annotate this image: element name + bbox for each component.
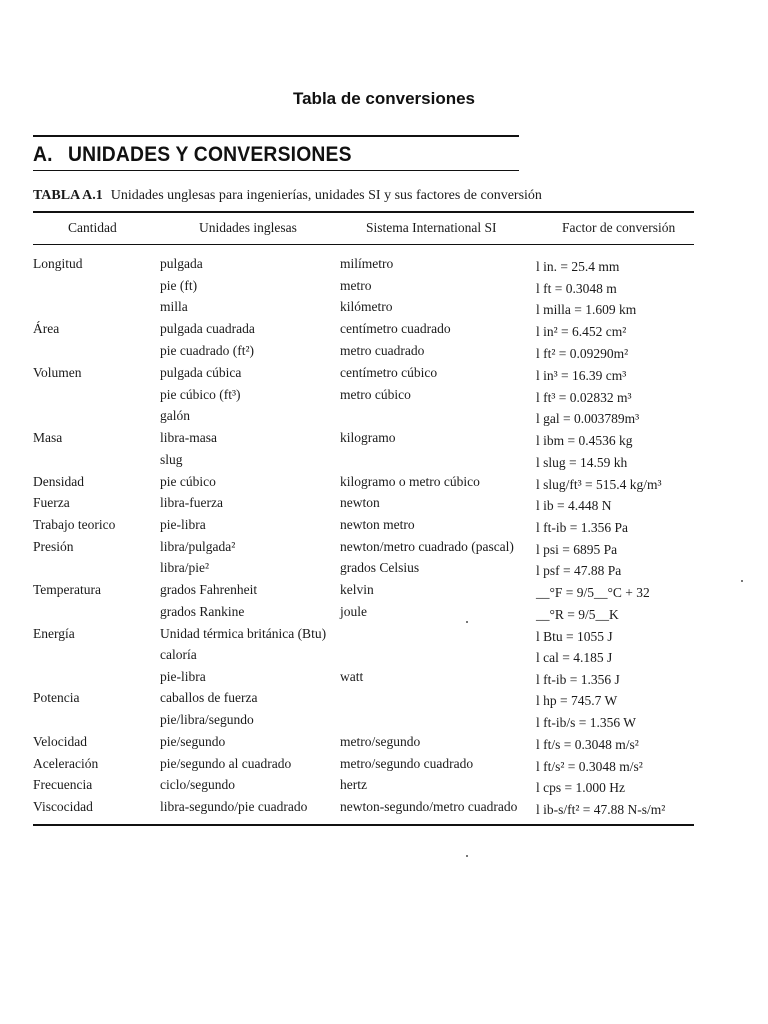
section-bottom-rule xyxy=(33,170,519,171)
section-title: UNIDADES Y CONVERSIONES xyxy=(67,143,352,166)
inglesas-cell: pulgada cúbica xyxy=(160,365,242,380)
section-top-rule xyxy=(33,135,519,137)
header-unidades-inglesas: Unidades inglesas xyxy=(199,220,297,235)
scan-speck xyxy=(466,855,468,857)
si-cell: kelvin xyxy=(340,582,374,597)
factor-cell: l psi = 6895 Pa xyxy=(536,542,618,557)
cantidad-cell: Temperatura xyxy=(33,582,102,597)
inglesas-cell: pie cúbico (ft³) xyxy=(160,387,241,402)
si-cell: kilogramo o metro cúbico xyxy=(340,474,480,489)
si-cell: metro cúbico xyxy=(340,387,411,402)
factor-cell: l in. = 25.4 mm xyxy=(536,259,620,274)
factor-cell: l ft² = 0.09290m² xyxy=(536,346,629,361)
factor-cell: l ft/s = 0.3048 m/s² xyxy=(536,737,639,752)
section-heading xyxy=(33,143,352,167)
factor-cell: l ft-ib = 1.356 Pa xyxy=(536,520,628,535)
cantidad-cell: Área xyxy=(33,321,60,336)
cantidad-cell: Densidad xyxy=(33,474,84,489)
factor-cell: l ib = 4.448 N xyxy=(536,498,612,513)
cantidad-cell: Longitud xyxy=(33,256,83,271)
scan-speck xyxy=(466,621,468,623)
si-cell: metro/segundo xyxy=(340,734,421,749)
si-cell: newton xyxy=(340,495,380,510)
factor-cell: l Btu = 1055 J xyxy=(536,629,613,644)
cantidad-cell: Presión xyxy=(33,539,74,554)
factor-cell: l gal = 0.003789m³ xyxy=(536,411,640,426)
inglesas-cell: pie cúbico xyxy=(160,474,216,489)
cantidad-cell: Energía xyxy=(33,626,75,641)
factor-cell: l ft³ = 0.02832 m³ xyxy=(536,390,632,405)
cantidad-cell: Frecuencia xyxy=(33,777,93,792)
cantidad-cell: Velocidad xyxy=(33,734,87,749)
header-sistema-si: Sistema International SI xyxy=(366,220,497,235)
cantidad-cell: Viscocidad xyxy=(33,799,93,814)
si-cell: joule xyxy=(340,604,367,619)
factor-cell: l cal = 4.185 J xyxy=(536,650,613,665)
factor-cell: l slug = 14.59 kh xyxy=(536,455,628,470)
cantidad-cell: Volumen xyxy=(33,365,82,380)
document-title: Tabla de conversiones xyxy=(292,89,476,108)
table-top-rule xyxy=(33,211,694,213)
si-cell: kilómetro xyxy=(340,299,393,314)
si-cell: milímetro xyxy=(340,256,394,271)
header-factor: Factor de conversión xyxy=(562,220,676,235)
factor-cell: l in³ = 16.39 cm³ xyxy=(536,368,627,383)
si-cell: newton metro xyxy=(340,517,415,532)
inglesas-cell: pie/segundo al cuadrado xyxy=(160,756,292,771)
si-cell: metro cuadrado xyxy=(340,343,425,358)
cantidad-cell: Masa xyxy=(33,430,63,445)
factor-cell: l ibm = 0.4536 kg xyxy=(536,433,633,448)
si-cell: grados Celsius xyxy=(340,560,420,575)
si-cell: kilogramo xyxy=(340,430,396,445)
inglesas-cell: pie-libra xyxy=(160,517,206,532)
inglesas-cell: grados Fahrenheit xyxy=(160,582,258,597)
factor-cell: l ib-s/ft² = 47.88 N-s/m² xyxy=(536,802,666,817)
inglesas-cell: galón xyxy=(160,408,190,423)
inglesas-cell: pie (ft) xyxy=(160,278,198,293)
inglesas-cell: pie/libra/segundo xyxy=(160,712,254,727)
inglesas-cell: pulgada cuadrada xyxy=(160,321,255,336)
inglesas-cell: pie/segundo xyxy=(160,734,226,749)
inglesas-cell: milla xyxy=(160,299,188,314)
inglesas-cell: pulgada xyxy=(160,256,203,271)
inglesas-cell: pie cuadrado (ft²) xyxy=(160,343,254,358)
inglesas-cell: libra-segundo/pie cuadrado xyxy=(160,799,308,814)
inglesas-cell: libra/pulgada² xyxy=(160,539,236,554)
scan-speck xyxy=(741,580,743,582)
si-cell: newton/metro cuadrado (pascal) xyxy=(340,539,514,554)
factor-cell: l milla = 1.609 km xyxy=(536,302,637,317)
inglesas-cell: grados Rankine xyxy=(160,604,245,619)
factor-cell: l slug/ft³ = 515.4 kg/m³ xyxy=(536,477,662,492)
table-bottom-rule xyxy=(33,824,694,826)
table-caption-text: Unidades unglesas para ingenierías, unidades SI y sus factores de conversión xyxy=(110,188,542,203)
inglesas-cell: libra-masa xyxy=(160,430,217,445)
inglesas-cell: libra/pie² xyxy=(160,560,210,575)
inglesas-cell: caloría xyxy=(160,647,197,662)
table-label: TABLA A.1 xyxy=(33,188,103,203)
cantidad-cell: Trabajo teorico xyxy=(33,517,116,532)
inglesas-cell: slug xyxy=(160,452,183,467)
si-cell: centímetro cúbico xyxy=(340,365,438,380)
inglesas-cell: ciclo/segundo xyxy=(160,777,235,792)
factor-cell: l ft/s² = 0.3048 m/s² xyxy=(536,759,643,774)
factor-cell: l in² = 6.452 cm² xyxy=(536,324,627,339)
header-cantidad: Cantidad xyxy=(68,220,117,235)
factor-cell: l ft-ib = 1.356 J xyxy=(536,672,620,687)
factor-cell: __°R = 9/5__K xyxy=(536,607,619,622)
factor-cell: l cps = 1.000 Hz xyxy=(536,780,625,795)
inglesas-cell: pie-libra xyxy=(160,669,206,684)
si-cell: newton-segundo/metro cuadrado xyxy=(340,799,518,814)
inglesas-cell: Unidad térmica británica (Btu) xyxy=(160,626,327,641)
factor-cell: l psf = 47.88 Pa xyxy=(536,563,622,578)
cantidad-cell: Fuerza xyxy=(33,495,70,510)
inglesas-cell: libra-fuerza xyxy=(160,495,223,510)
si-cell: metro/segundo cuadrado xyxy=(340,756,474,771)
header-bottom-rule xyxy=(33,244,694,245)
inglesas-cell: caballos de fuerza xyxy=(160,690,258,705)
section-number: A. xyxy=(33,143,53,166)
cantidad-cell: Potencia xyxy=(33,690,80,705)
si-cell: watt xyxy=(340,669,364,684)
cantidad-cell: Aceleración xyxy=(33,756,99,771)
factor-cell: __°F = 9/5__°C + 32 xyxy=(536,585,650,600)
si-cell: hertz xyxy=(340,777,367,792)
si-cell: centímetro cuadrado xyxy=(340,321,451,336)
si-cell: metro xyxy=(340,278,372,293)
factor-cell: l ft-ib/s = 1.356 W xyxy=(536,715,636,730)
factor-cell: l ft = 0.3048 m xyxy=(536,281,617,296)
factor-cell: l hp = 745.7 W xyxy=(536,693,618,708)
table-caption xyxy=(33,188,542,204)
